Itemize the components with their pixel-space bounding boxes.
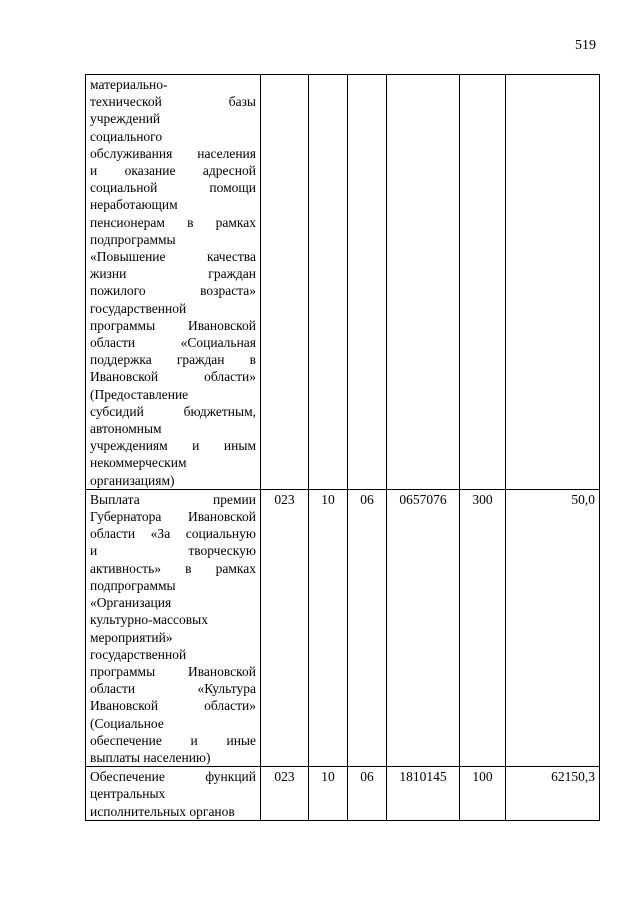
expense-type-code: 300 [460, 489, 506, 766]
description-line: «Повышение качества [90, 249, 256, 265]
description-line: обеспечение и иные [90, 732, 256, 748]
description-line: культурно-массовых [90, 612, 208, 628]
description-line: организациям) [90, 472, 175, 488]
description-line: субсидий бюджетным, [90, 403, 256, 419]
description-line: материально- [90, 77, 168, 92]
table-body [86, 75, 600, 821]
table-row [86, 75, 600, 490]
description-line: пожилого возраста» [90, 283, 256, 299]
amount-value: 50,0 [506, 489, 600, 766]
description-line: учреждениям и иным [90, 438, 256, 454]
expense-type-code: 100 [460, 767, 506, 821]
ministry-code: 023 [261, 489, 309, 766]
description-line: центральных [90, 786, 166, 802]
amount-value [506, 75, 600, 490]
description-line: области «Социальная [90, 335, 256, 351]
description-line: и оказание адресной [90, 163, 256, 179]
section-code: 10 [309, 767, 348, 821]
page-number: 519 [575, 38, 596, 53]
description-line: обслуживания населения [90, 145, 256, 161]
description-line: (Предоставление [90, 386, 189, 402]
description-line: программы Ивановской [90, 317, 256, 333]
description-line: активность» в рамках [90, 560, 256, 576]
description-line: мероприятий» [90, 629, 173, 645]
description-line: Ивановской области» [90, 369, 256, 385]
ministry-code [261, 75, 309, 490]
description-line: социального [90, 128, 163, 144]
subsection-code: 06 [348, 767, 387, 821]
description-line: исполнительных органов [90, 803, 235, 819]
description-line: выплаты населению) [90, 749, 211, 765]
row-description [86, 767, 261, 821]
description-line: поддержка граждан в [90, 352, 256, 368]
target-article-code [387, 75, 460, 490]
description-line: (Социальное [90, 715, 164, 731]
description-line: подпрограммы [90, 231, 176, 247]
description-line: области «Культура [90, 681, 256, 697]
description-line: и творческую [90, 543, 256, 559]
table-row [86, 767, 600, 821]
description-line: области «За социальную [90, 526, 256, 542]
description-line: жизни граждан [90, 266, 256, 282]
description-line: программы Ивановской [90, 663, 256, 679]
description-line: технической базы [90, 94, 256, 110]
description-line: некоммерческим [90, 455, 187, 471]
description-line: «Организация [90, 595, 172, 611]
description-line: автономным [90, 421, 162, 437]
amount-value: 62150,3 [506, 767, 600, 821]
target-article-code: 0657076 [387, 489, 460, 766]
expense-type-code [460, 75, 506, 490]
description-line: подпрограммы [90, 577, 176, 593]
section-code [309, 75, 348, 490]
description-line: Губернатора Ивановской [90, 509, 256, 525]
description-line: учреждений [90, 111, 161, 127]
subsection-code: 06 [348, 489, 387, 766]
row-description [86, 489, 261, 766]
description-line: государственной [90, 300, 187, 316]
description-line: Обеспечение функций [90, 769, 256, 785]
description-line: неработающим [90, 197, 178, 213]
description-line: Ивановской области» [90, 698, 256, 714]
description-line: социальной помощи [90, 180, 256, 196]
subsection-code [348, 75, 387, 490]
table-row [86, 489, 600, 766]
row-description [86, 75, 261, 490]
description-line: государственной [90, 646, 187, 662]
description-line: Выплата премии [90, 491, 256, 507]
target-article-code: 1810145 [387, 767, 460, 821]
section-code: 10 [309, 489, 348, 766]
ministry-code: 023 [261, 767, 309, 821]
description-line: пенсионерам в рамках [90, 214, 256, 230]
budget-table [85, 74, 600, 821]
